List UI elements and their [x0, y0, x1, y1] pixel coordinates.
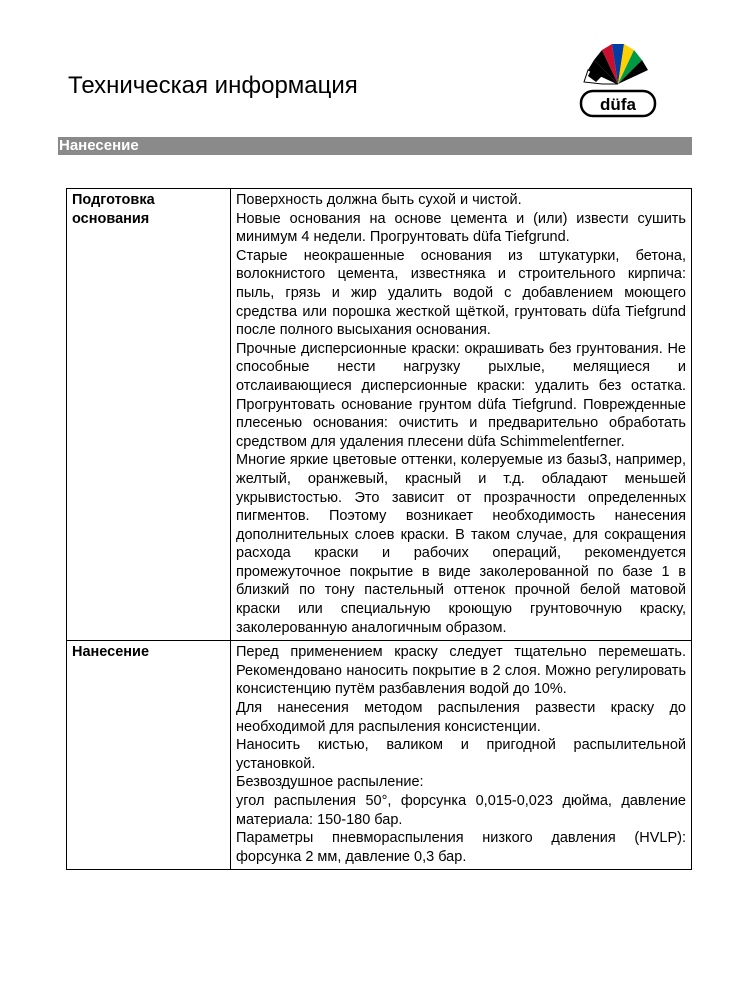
- section-header: [58, 137, 692, 155]
- paragraph: угол распыления 50°, форсунка 0,015-0,023 дюйма, давление материала: 150-180 бар.: [236, 793, 686, 828]
- table-row: [67, 641, 692, 870]
- paragraph: Перед применением краску следует тщательно перемешать. Рекомендовано наносить покрытие в 2 слоя. Можно регулировать консистенцию путём разбавления водой до 10%.: [236, 644, 686, 698]
- dufa-logo: [578, 38, 658, 122]
- paragraph: Для нанесения методом распыления развести краску до необходимой для распыления консистенции.: [236, 700, 686, 735]
- row-content: [231, 189, 692, 641]
- row-label: Нанесение: [67, 641, 231, 870]
- paragraph: Поверхность должна быть сухой и чистой.: [236, 192, 522, 208]
- paragraph: Старые неокрашенные основания из штукатурки, бетона, волокнистого цемента, известняка и строительного кирпича: пыль, грязь и жир удалить водой с добавлением моющего средства или порошка жесткой щёткой, грунтовать düfa Tiefgrund после полного высыхания основания.: [236, 247, 686, 339]
- row-content: [231, 641, 692, 870]
- paragraph: Безвоздушное распыление:: [236, 774, 424, 791]
- paragraph: Наносить кистью, валиком и пригодной распылительной установкой.: [236, 737, 686, 772]
- page-title: Техническая информация: [68, 72, 358, 99]
- spec-table: [66, 188, 692, 870]
- logo-wordmark: düfa: [600, 95, 636, 114]
- paragraph: Многие яркие цветовые оттенки, колеруемые из базы3, например, желтый, оранжевый, красный и т.д. обладают меньшей укрывистостью. Это зависит от прозрачности определенных пигментов. Поэтому возникает необходимость нанесения дополнительных слоев краски. В таком случае, для сокращения расхода краски и рабочих операций, рекомендуется промежуточное покрытие в виде заколерованной по базе 1 в близкий по тону пастельный оттенок прочной белой матовой краски или специальную кроющую грунтовочную краску, заколерованную аналогичным образом.: [236, 452, 686, 636]
- section-title: Нанесение: [59, 137, 139, 154]
- table-row: [67, 189, 692, 641]
- row-label: Подготовка основания: [67, 189, 231, 641]
- paragraph: Прочные дисперсионные краски: окрашивать без грунтования. Не способные нести нагрузку рыхлые, мелящиеся и отслаивающиеся дисперсионные краски: удалить без остатка. Прогрунтовать основание грунтом düfa Tiefgrund. Поврежденные плесенью основания: очистить и предварительно обработать средством для удаления плесени düfa Schimmelentferner.: [236, 340, 686, 450]
- paragraph: Новые основания на основе цемента и (или) извести сушить минимум 4 недели. Прогрунтовать düfa Tiefgrund.: [236, 210, 686, 246]
- paragraph: Параметры пневмораспыления низкого давления (HVLP): форсунка 2 мм, давление 0,3 бар.: [236, 830, 686, 865]
